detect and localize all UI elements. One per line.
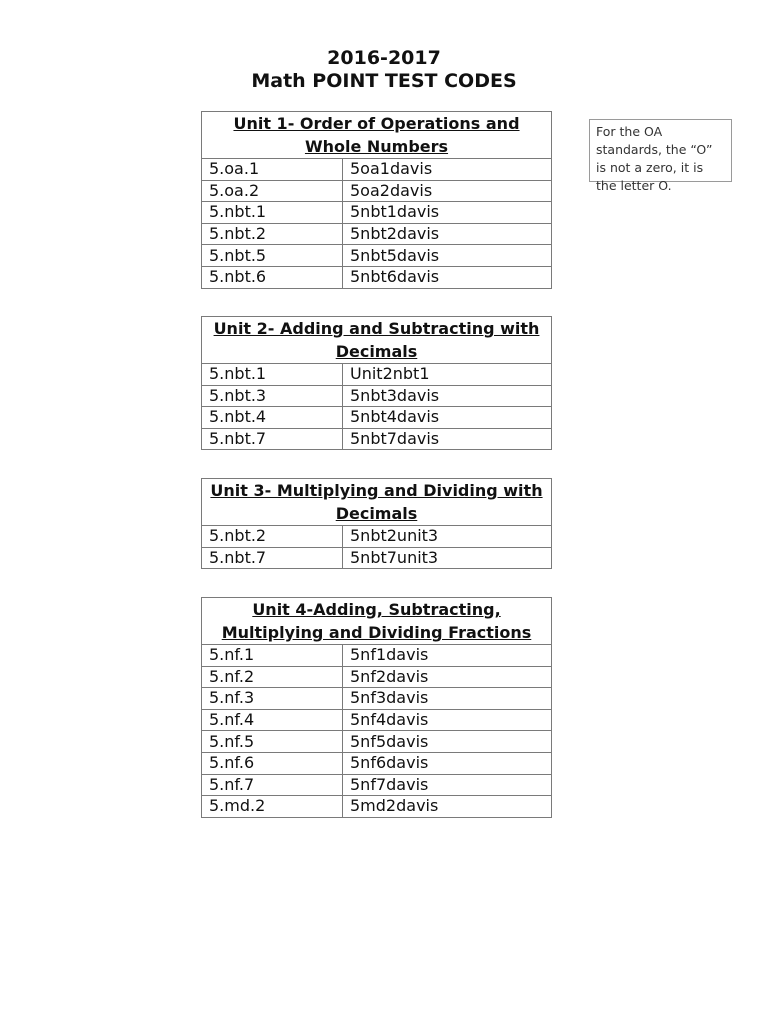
code-cell: 5md2davis	[343, 796, 552, 818]
table-row	[202, 666, 552, 688]
standard-cell: 5.nbt.3	[202, 385, 343, 407]
standard-cell: 5.oa.2	[202, 180, 343, 202]
standard-cell: 5.oa.1	[202, 159, 343, 181]
table-row	[202, 364, 552, 386]
table-row	[202, 223, 552, 245]
code-cell: 5nbt6davis	[343, 266, 552, 288]
standard-cell: 5.nf.2	[202, 666, 343, 688]
standard-cell: 5.nbt.7	[202, 547, 343, 569]
code-cell: 5nbt7unit3	[343, 547, 552, 569]
code-cell: 5nbt2unit3	[343, 526, 552, 548]
unit-heading: Unit 3- Multiplying and Dividing with Decimals	[202, 479, 552, 526]
code-cell: 5oa1davis	[343, 159, 552, 181]
unit-3-table	[201, 478, 552, 569]
standard-cell: 5.nbt.4	[202, 407, 343, 429]
standard-cell: 5.nbt.2	[202, 526, 343, 548]
unit-heading: Unit 2- Adding and Subtracting with Decimals	[202, 317, 552, 364]
unit-heading: Unit 1- Order of Operations and Whole Numbers	[202, 112, 552, 159]
code-cell: 5nf4davis	[343, 709, 552, 731]
table-row	[202, 526, 552, 548]
code-cell: 5oa2davis	[343, 180, 552, 202]
code-cell: 5nbt1davis	[343, 202, 552, 224]
table-row	[202, 159, 552, 181]
table-row	[202, 245, 552, 267]
standard-cell: 5.nf.1	[202, 645, 343, 667]
table-row	[202, 731, 552, 753]
code-cell: 5nf3davis	[343, 688, 552, 710]
code-cell: 5nbt2davis	[343, 223, 552, 245]
table-row	[202, 752, 552, 774]
oa-note-textbox: For the OA standards, the “O” is not a zero, it is the letter O.	[589, 119, 732, 182]
table-row	[202, 774, 552, 796]
table-row	[202, 385, 552, 407]
table-row	[202, 796, 552, 818]
table-row	[202, 428, 552, 450]
unit-heading: Unit 4-Adding, Subtracting, Multiplying and Dividing Fractions	[202, 598, 552, 645]
code-cell: 5nf5davis	[343, 731, 552, 753]
code-cell: 5nbt3davis	[343, 385, 552, 407]
code-cell: 5nbt4davis	[343, 407, 552, 429]
code-cell: 5nbt5davis	[343, 245, 552, 267]
standard-cell: 5.nf.7	[202, 774, 343, 796]
standard-cell: 5.nf.6	[202, 752, 343, 774]
standard-cell: 5.nbt.1	[202, 364, 343, 386]
unit-4-table	[201, 597, 552, 818]
code-cell: Unit2nbt1	[343, 364, 552, 386]
standard-cell: 5.nbt.7	[202, 428, 343, 450]
table-row	[202, 180, 552, 202]
code-cell: 5nf7davis	[343, 774, 552, 796]
document-year: 2016-2017	[327, 47, 441, 69]
standard-cell: 5.nf.3	[202, 688, 343, 710]
code-cell: 5nf1davis	[343, 645, 552, 667]
code-cell: 5nf2davis	[343, 666, 552, 688]
code-cell: 5nf6davis	[343, 752, 552, 774]
table-row	[202, 202, 552, 224]
table-row	[202, 645, 552, 667]
standard-cell: 5.nf.4	[202, 709, 343, 731]
unit-1-table	[201, 111, 552, 289]
table-row	[202, 709, 552, 731]
table-row	[202, 407, 552, 429]
unit-2-table	[201, 316, 552, 450]
document-title: Math POINT TEST CODES	[251, 70, 517, 92]
standard-cell: 5.nbt.6	[202, 266, 343, 288]
code-cell: 5nbt7davis	[343, 428, 552, 450]
standard-cell: 5.nf.5	[202, 731, 343, 753]
table-row	[202, 266, 552, 288]
standard-cell: 5.md.2	[202, 796, 343, 818]
standard-cell: 5.nbt.2	[202, 223, 343, 245]
standard-cell: 5.nbt.5	[202, 245, 343, 267]
standard-cell: 5.nbt.1	[202, 202, 343, 224]
table-row	[202, 547, 552, 569]
table-row	[202, 688, 552, 710]
